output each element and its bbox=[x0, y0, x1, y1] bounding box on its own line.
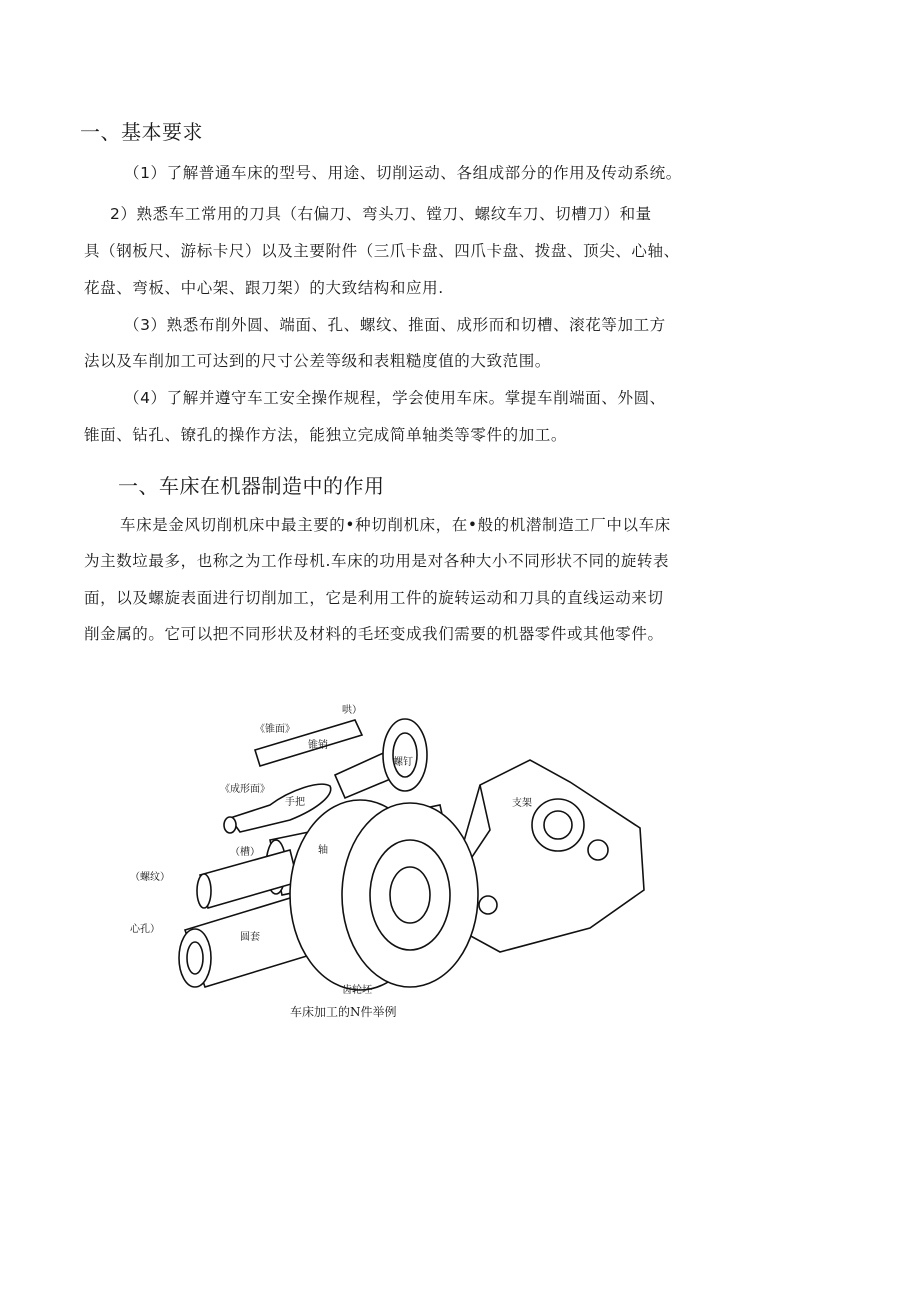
requirement-item-4-line-1: （4）了解并遵守车工安全操作规程，学会使用车床。掌提车削端面、外圆、 bbox=[124, 389, 666, 407]
paragraph-line-1: 车床是金风切削机床中最主要的•种切削机床，在•般的机潜制造工厂中以车床 bbox=[120, 516, 671, 534]
label-groove: （槽） bbox=[230, 847, 260, 858]
requirement-item-4-line-2: 锥面、钻孔、镣孔的操作方法，能独立完成简单轴类等零件的加工。 bbox=[84, 426, 568, 444]
requirement-item-2-line-2: 具（钢板尺、游标卡尺）以及主要附件（三爪卡盘、四爪卡盘、拨盘、顶尖、心轴、 bbox=[84, 242, 680, 260]
requirement-item-3-line-2: 法以及车削加工可达到的尺寸公差等级和表粗糙度值的大致范围。 bbox=[84, 352, 551, 370]
label-bushing: 圆套 bbox=[240, 932, 260, 943]
section-heading-lathe-role: 一、车床在机器制造中的作用 bbox=[118, 474, 385, 498]
label-handle: 手把 bbox=[285, 797, 305, 808]
requirement-item-3-line-1: （3）熟悉布削外圆、端面、孔、螺纹、推面、成形而和切槽、滚花等加工方 bbox=[124, 316, 666, 334]
label-center-hole: 心孔） bbox=[130, 924, 160, 935]
label-formed-surface: 《成形面》 bbox=[220, 784, 270, 795]
label-bracket: 支架 bbox=[512, 798, 532, 809]
paragraph-line-3: 面，以及螺旋表面进行切削加工，它是利用工件的旋转运动和刀具的直线运动来切 bbox=[84, 589, 664, 607]
label-pin: 锥销 bbox=[308, 740, 328, 751]
label-shaft: 轴 bbox=[318, 845, 328, 856]
section-heading-basic-requirements: 一、基本要求 bbox=[80, 120, 203, 144]
requirement-item-2-line-3: 花盘、弯板、中心架、跟刀架）的大致结构和应用. bbox=[84, 279, 444, 297]
lathe-parts-drawing bbox=[120, 690, 660, 1010]
label-screw: 螺钉 bbox=[393, 757, 413, 768]
paragraph-line-2: 为主数垃最多，也称之为工作母机.车床的功用是对各种大小不同形状不同的旋转表 bbox=[84, 552, 670, 570]
label-top: 哄） bbox=[342, 705, 362, 716]
requirement-item-1: （1）了解普通车床的型号、用途、切削运动、各组成部分的作用及传动系统。 bbox=[124, 164, 682, 182]
figure-caption: 车床加工的N件举例 bbox=[290, 1005, 397, 1019]
label-cone-surface: 《锥面》 bbox=[255, 724, 295, 735]
lathe-parts-illustration bbox=[120, 690, 660, 1010]
label-thread: （螺纹） bbox=[130, 872, 170, 883]
requirement-item-2-line-1: 2）熟悉车工常用的刀具（右偏刀、弯头刀、镗刀、螺纹车刀、切槽刀）和量 bbox=[110, 205, 652, 223]
label-gear-blank: 齿轮坯 bbox=[342, 985, 372, 996]
paragraph-line-4: 削金属的。它可以把不同形状及材料的毛坯变成我们需要的机器零件或其他零件。 bbox=[84, 625, 664, 643]
